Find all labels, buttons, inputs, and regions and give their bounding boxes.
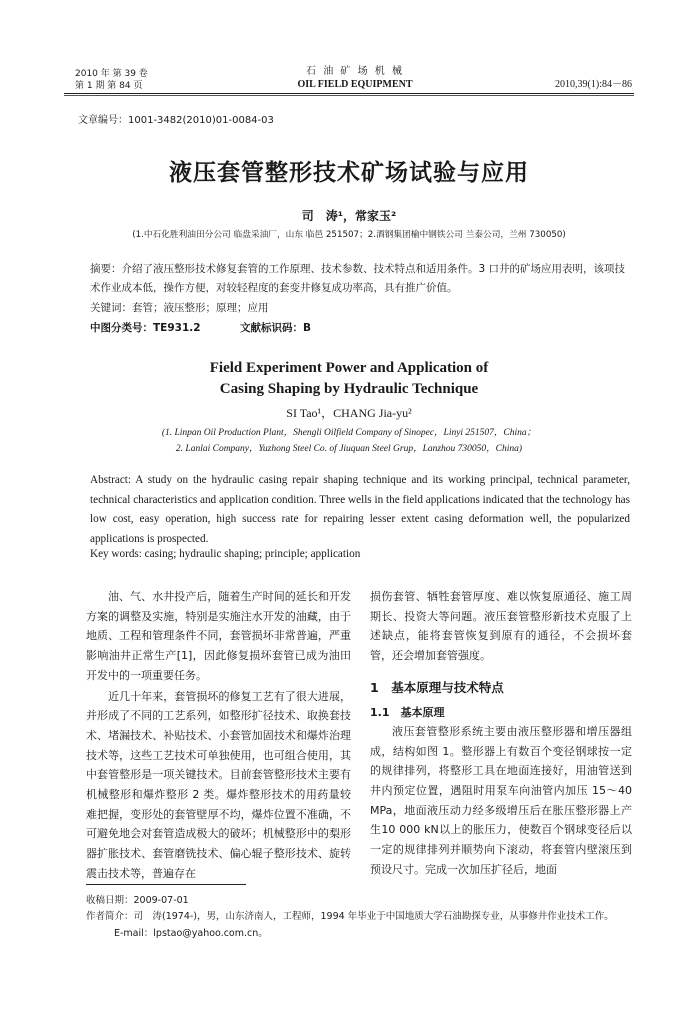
keywords-cn: 关键词：套管；液压整形；原理；应用 (90, 302, 269, 314)
header-rule-thin (64, 95, 634, 96)
journal-issue: 第 1 期 第 84 页 (75, 81, 143, 91)
classification-number: 中图分类号：TE931.2 (90, 322, 201, 334)
author-email: E-mail：lpstao@yahoo.com.cn。 (114, 928, 268, 939)
document-code: 文献标识码：B (240, 322, 312, 334)
affiliation-en-1: (1. Linpan Oil Production Plant，Shengli Oilfield Company of Sinopec，Linyi 251507，China； (161, 428, 537, 438)
affiliation-cn: (1.中石化胜利油田分公司 临盘采油厂，山东 临邑 251507；2.酒钢集团榆中钢铁公司 兰泰公司，兰州 730050) (132, 230, 566, 240)
authors-cn: 司 涛¹，常家玉² (301, 209, 397, 223)
affiliation-en-2: 2. Lanlai Company，Yuzhong Steel Co. of Jiuquan Steel Grup，Lanzhou 730050，China) (175, 444, 523, 454)
received-date: 收稿日期：2009-07-01 (86, 895, 189, 906)
abstract-cn: 摘要：介绍了液压整形技术修复套管的工作原理、技术参数、技术特点和适用条件。3 口井的矿场应用表明，该项技术作业成本低，操作方便，对较轻程度的套变井修复成功率高，具有推广价值。 (90, 263, 626, 294)
authors-en: SI Tao¹，CHANG Jia-yu² (286, 406, 412, 420)
footnote-rule (86, 884, 246, 885)
title-en-line1: Field Experiment Power and Application of (209, 360, 489, 376)
journal-volume: 2010 年 第 39 卷 (75, 69, 148, 79)
body-right-paragraph-1: 损伤套管、牺牲套管厚度、难以恢复原通径、施工周期长、投资大等问题。液压套管整形新技术克服了上述缺点，能将套管恢复到原有的通径，不会损坏套管，还会增加套管强度。 (370, 590, 632, 663)
keywords-en: Key words: casing; hydraulic shaping; principle; application (90, 548, 361, 560)
body-left-paragraph-1: 油、气、水井投产后，随着生产时间的延长和开发方案的调整及实施，特别是实施注水开发的油藏，由于地质、工程和管理条件不同，套管损坏非常普遍，严重影响油井正常生产[1]，因此修复损坏套管已成为油田开发中的一项重要任务。 (86, 590, 351, 682)
page-title: 液压套管整形技术矿场试验与应用 (169, 160, 529, 186)
section-heading-1-1: 1.1 基本原理 (370, 705, 445, 719)
journal-name-cn: 石 油 矿 场 机 械 (306, 66, 404, 77)
page-range: 2010,39(1):84－86 (555, 79, 632, 90)
title-en-line2: Casing Shaping by Hydraulic Technique (219, 381, 479, 397)
header-rule (64, 93, 634, 94)
author-bio: 作者简介：司 涛(1974-)，男，山东济南人，工程师，1994 年毕业于中国地质大学石油勘探专业，从事修井作业技术工作。 (86, 911, 614, 922)
abstract-en: Abstract: A study on the hydraulic casing repair shaping technique and its working principal, technical parameter, technical characteristics and application condition. Three wells in the field applications indicated that the technology has low cost, easy operation, high success rate for repairing lesser extent casing deformation well, the popularized applications is prospected. (90, 474, 630, 545)
section-heading-1: 1 基本原理与技术特点 (370, 679, 504, 695)
body-right-paragraph-2: 液压套管整形系统主要由液压整形器和增压器组成，结构如图 1。整形器上有数百个变径钢球按一定的规律排列，将整形工具在地面连接好，用油管送到井内预定位置，遇阻时用泵车向油管内加压 15～40 MPa，地面液压动力经多级增压后在胀压整形器上产生10 000 kN以上的胀压力，使数百个钢球变径后以一定的规律排列并顺势向下滚动，将套管内壁滚压到预设尺寸。完成一次加压扩径后，地面 (370, 724, 632, 876)
article-number: 文章编号：1001-3482(2010)01-0084-03 (78, 115, 274, 126)
body-left-paragraph-2: 近几十年来，套管损坏的修复工艺有了很大进展，并形成了不同的工艺系列，如整形扩径技术、取换套技术、堵漏技术、补贴技术、小套管加固技术和爆炸治理技术等，这些工艺技术可单独使用，也可组合使用，其中套管整形是一项关键技术。目前套管整形技术主要有机械整形和爆炸整形 2 类。爆炸整形技术的用药量较难把握，变形处的套管壁厚不均，爆炸位置不准确，不可避免地会对套管造成极大的破坏；机械整形中的梨形器扩胀技术、套管磨铣技术、偏心辊子整形技术、旋转震击技术等，普遍存在 (86, 689, 351, 880)
journal-name-en: OIL FIELD EQUIPMENT (297, 79, 413, 90)
